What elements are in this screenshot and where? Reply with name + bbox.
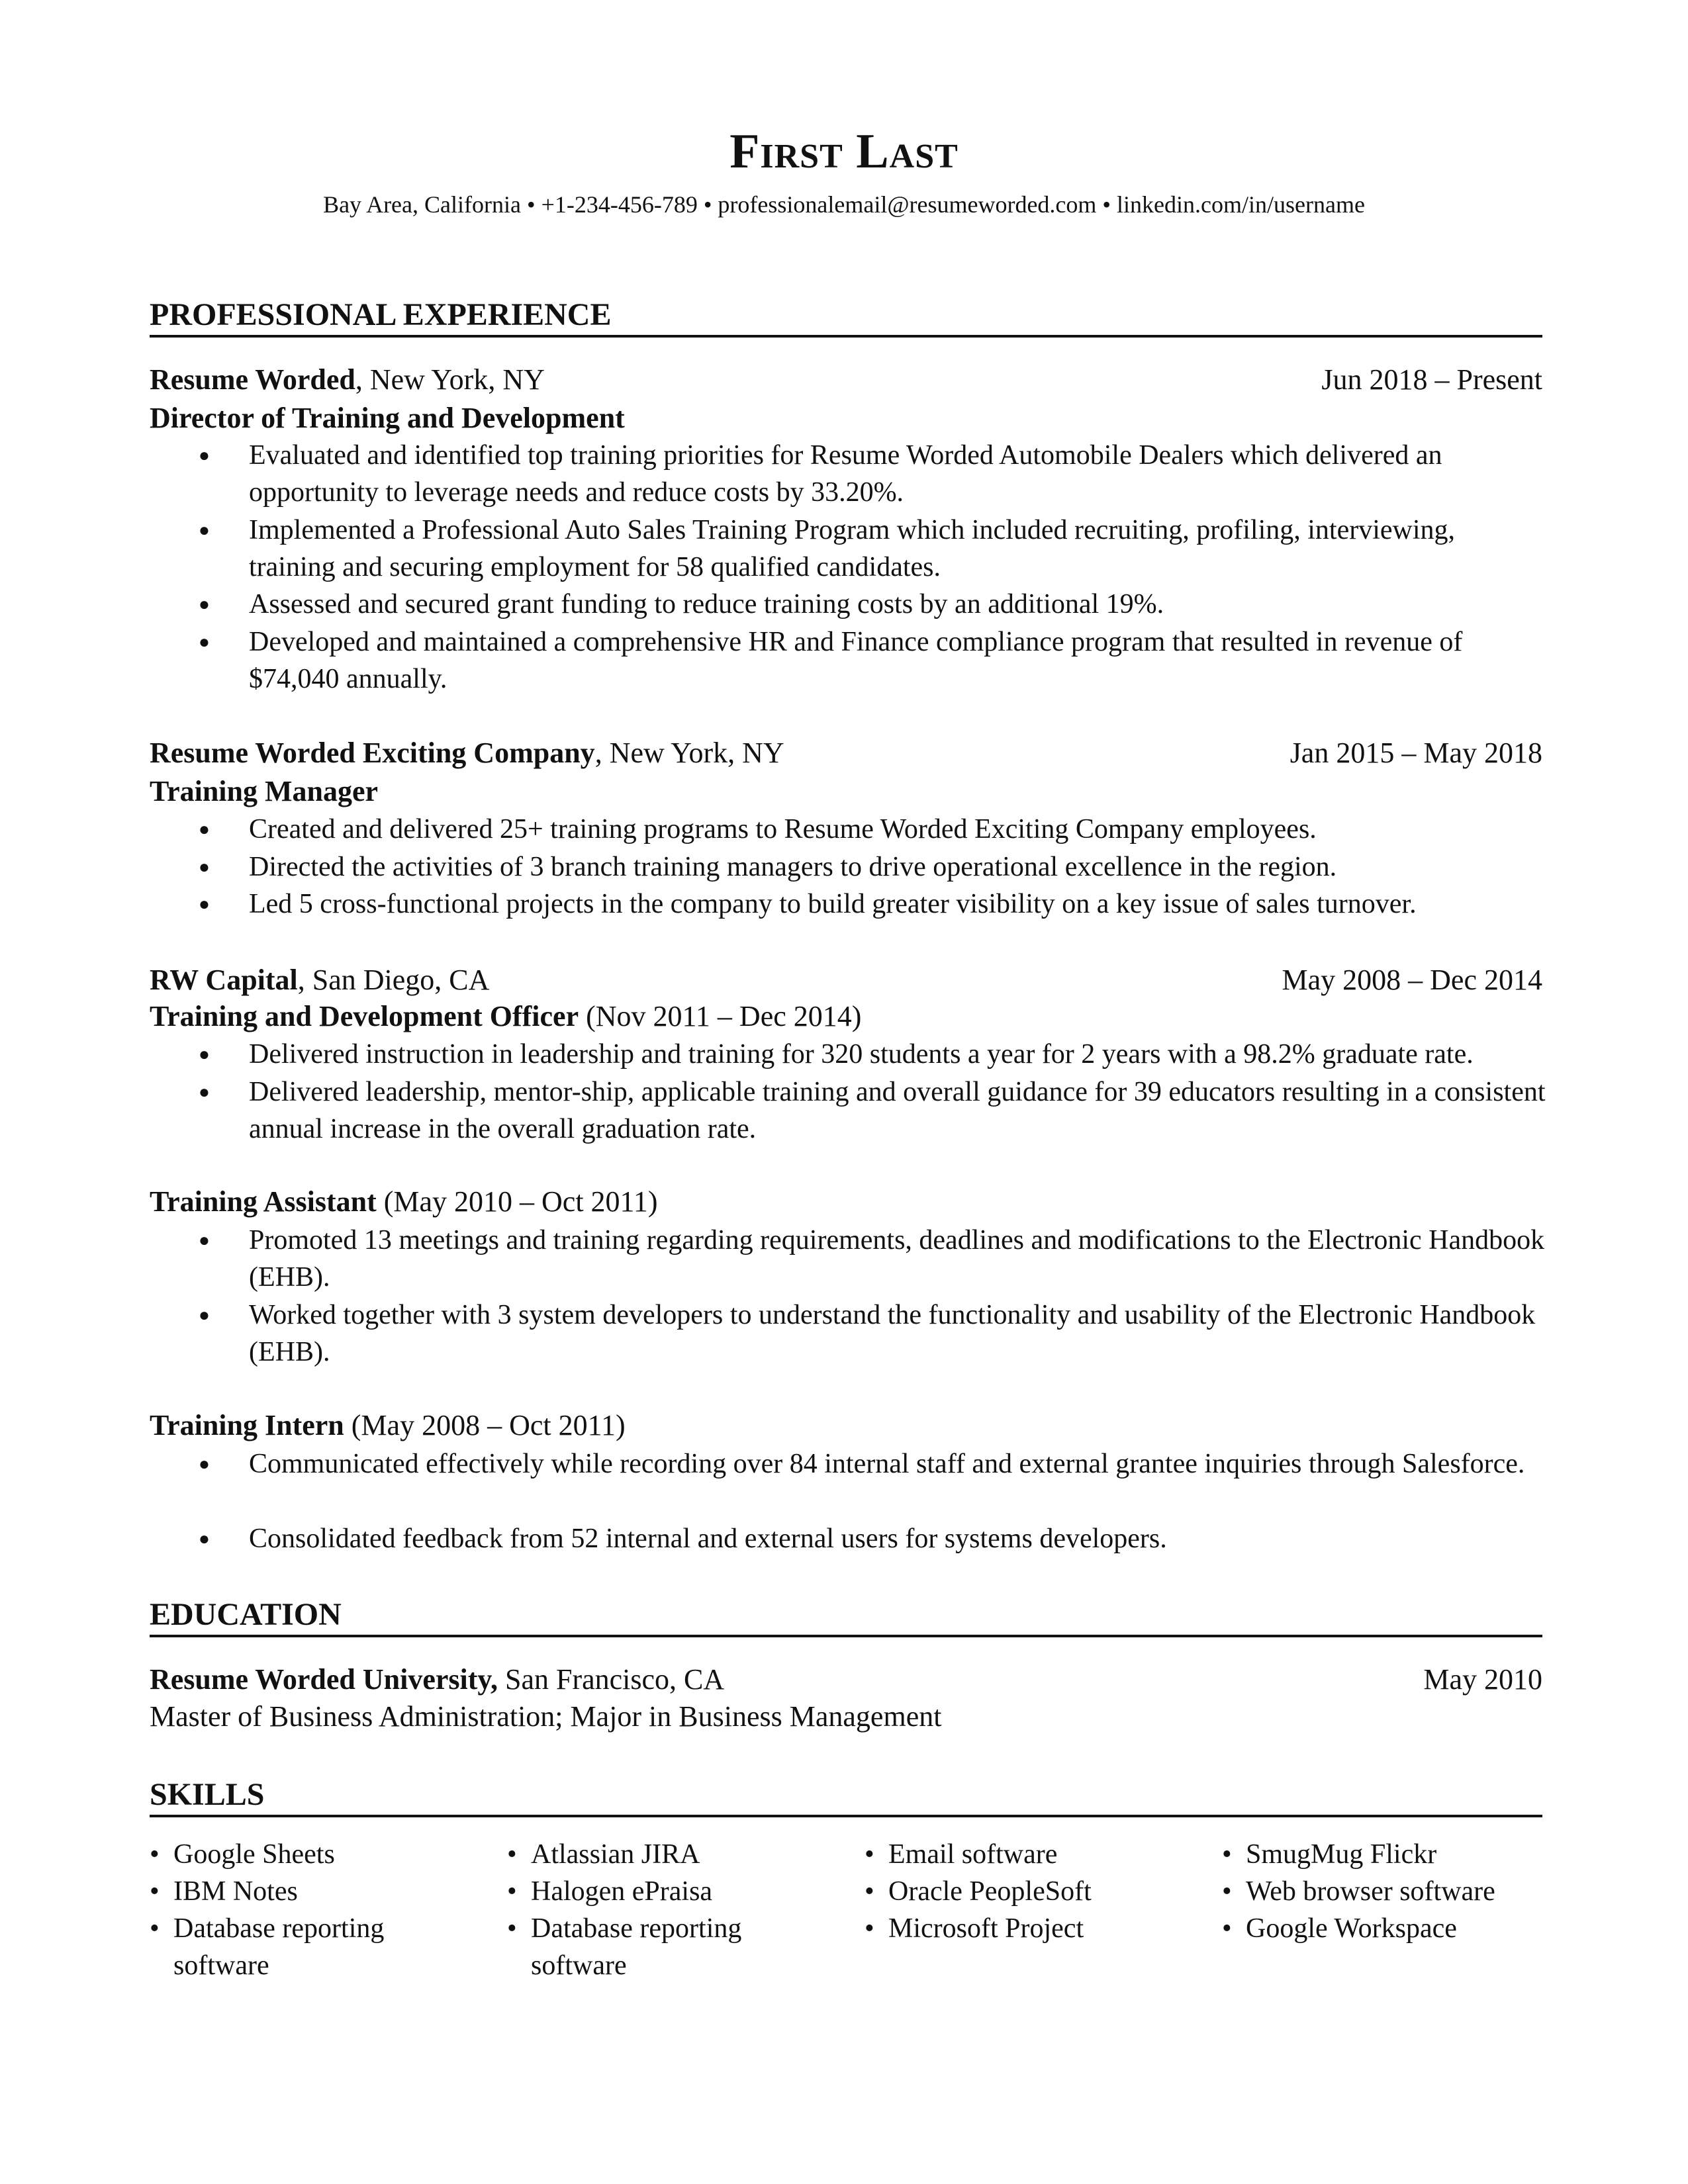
skill-item	[865, 1873, 1209, 1910]
bullet-text: Consolidated feedback from 52 internal and external users for systems developers.	[249, 1524, 1167, 1554]
section-title-experience: PROFESSIONAL EXPERIENCE	[150, 297, 612, 332]
bullet-icon: ●	[199, 632, 210, 653]
degree: Master of Business Administration; Major in Business Management	[150, 1700, 942, 1733]
skill-item	[507, 1836, 851, 1873]
bullet-text: Directed the activities of 3 branch training managers to drive operational excellence in the region.	[249, 852, 1337, 882]
bullet-icon: •	[507, 1913, 517, 1944]
section-divider	[150, 335, 1542, 338]
company-name: RW Capital	[150, 964, 298, 996]
bullet-text: Promoted 13 meetings and training regarding requirements, deadlines and modifications to the Electronic Handbook (EHB).	[249, 1225, 1545, 1293]
bullet-text: Delivered instruction in leadership and training for 320 students a year for 2 years with a 98.2% graduate rate.	[249, 1039, 1474, 1069]
role-period: (May 2008 – Oct 2011)	[344, 1409, 626, 1441]
bullet-icon: •	[865, 1876, 874, 1907]
education-header	[150, 1662, 1542, 1698]
bullet-text: Created and delivered 25+ training programs to Resume Worded Exciting Company employees.	[249, 814, 1317, 844]
skill-label: Google Sheets	[173, 1839, 335, 1870]
skill-label: Database reporting software	[531, 1913, 742, 1981]
job-location: , New York, NY	[594, 737, 784, 769]
bullet-icon: ●	[199, 819, 210, 840]
job-dates: May 2008 – Dec 2014	[1282, 964, 1542, 996]
bullet-icon: ●	[199, 1529, 210, 1549]
bullet-icon: •	[1222, 1876, 1232, 1907]
bullet-icon: ●	[199, 1454, 210, 1475]
bullet-text: Developed and maintained a comprehensive HR and Finance compliance program that resulted in revenue of $74,040 annually.	[249, 627, 1463, 694]
skill-label: Web browser software	[1246, 1876, 1495, 1907]
school-name: Resume Worded University,	[150, 1663, 498, 1696]
bullet-icon: •	[1222, 1913, 1232, 1944]
bullet-icon: ●	[199, 520, 210, 541]
job-title: Training Manager	[150, 775, 379, 807]
bullet-text: Assessed and secured grant funding to reduce training costs by an additional 19%.	[249, 589, 1164, 619]
bullet-text: Delivered leadership, mentor-ship, applicable training and overall guidance for 39 educators resulting in a consistent annual increase in the overall graduation rate.	[249, 1077, 1546, 1144]
skill-label: IBM Notes	[173, 1876, 298, 1907]
skill-label: Halogen ePraisa	[531, 1876, 713, 1907]
job-location: , New York, NY	[355, 363, 545, 396]
skill-label: Microsoft Project	[888, 1913, 1084, 1944]
company-name: Resume Worded Exciting Company	[150, 737, 595, 769]
bullet-icon: •	[150, 1876, 160, 1907]
skill-item	[1222, 1873, 1566, 1910]
bullet-icon: ●	[199, 445, 210, 466]
role-header	[150, 1185, 1542, 1220]
section-divider	[150, 1815, 1542, 1817]
bullet-icon: ●	[199, 894, 210, 915]
bullet-icon: ●	[199, 1082, 210, 1103]
skill-item	[1222, 1910, 1566, 1947]
skill-item	[150, 1873, 494, 1910]
skill-item	[865, 1836, 1209, 1873]
skill-item	[1222, 1836, 1566, 1873]
bullet-icon: ●	[199, 1230, 210, 1251]
skill-label: Email software	[888, 1839, 1058, 1870]
school-location: San Francisco, CA	[497, 1663, 725, 1696]
bullet-text: Implemented a Professional Auto Sales Training Program which included recruiting, profiling, interviewing, training and securing employment for 58 qualified candidates.	[249, 515, 1456, 582]
education-date: May 2010	[1423, 1663, 1542, 1696]
bullet-text: Led 5 cross-functional projects in the company to build greater visibility on a key issue of sales turnover.	[249, 889, 1417, 919]
candidate-name: First Last	[729, 124, 959, 179]
section-title-education: EDUCATION	[150, 1597, 342, 1632]
role-title: Training Assistant	[150, 1185, 377, 1218]
role-title: Training and Development Officer	[150, 1000, 579, 1032]
bullet-icon: •	[1222, 1839, 1232, 1870]
role-title: Training Intern	[150, 1409, 344, 1441]
job-location: , San Diego, CA	[297, 964, 490, 996]
role-header	[150, 1408, 1542, 1443]
contact-line: Bay Area, California • +1-234-456-789 • professionalemail@resumeworded.com • linkedin.com/in/username	[323, 191, 1365, 218]
skill-item	[865, 1910, 1209, 1947]
skill-label: Oracle PeopleSoft	[888, 1876, 1092, 1907]
bullet-icon: ●	[199, 857, 210, 878]
section-title-skills: SKILLS	[150, 1777, 265, 1812]
role-header	[150, 999, 1542, 1034]
job-dates: Jun 2018 – Present	[1321, 363, 1542, 396]
skill-label: Atlassian JIRA	[531, 1839, 700, 1870]
skill-item	[150, 1836, 494, 1873]
bullet-icon: ●	[199, 1305, 210, 1326]
skill-label: SmugMug Flickr	[1246, 1839, 1437, 1870]
skill-label: Google Workspace	[1246, 1913, 1457, 1944]
bullet-icon: •	[865, 1839, 874, 1870]
bullet-text: Worked together with 3 system developers to understand the functionality and usability of the Electronic Handbook (EHB).	[249, 1300, 1536, 1367]
job-title: Director of Training and Development	[150, 402, 625, 434]
skill-item	[150, 1910, 428, 1984]
role-period: (May 2010 – Oct 2011)	[376, 1185, 658, 1218]
section-divider	[150, 1635, 1542, 1637]
bullet-icon: •	[150, 1913, 160, 1944]
skill-label: Database reporting software	[173, 1913, 385, 1981]
job-dates: Jan 2015 – May 2018	[1289, 737, 1542, 769]
skill-item	[507, 1873, 851, 1910]
bullet-icon: •	[507, 1839, 517, 1870]
bullet-text: Evaluated and identified top training priorities for Resume Worded Automobile Dealers which delivered an opportunity to leverage needs and reduce costs by 33.20%.	[249, 440, 1442, 508]
bullet-icon: •	[507, 1876, 517, 1907]
role-period: (Nov 2011 – Dec 2014)	[579, 1000, 862, 1032]
bullet-icon: •	[150, 1839, 160, 1870]
bullet-icon: ●	[199, 1044, 210, 1065]
bullet-icon: ●	[199, 594, 210, 615]
company-name: Resume Worded	[150, 363, 355, 396]
skill-item	[507, 1910, 785, 1984]
bullet-icon: •	[865, 1913, 874, 1944]
bullet-text: Communicated effectively while recording over 84 internal staff and external grantee inquiries through Salesforce.	[249, 1449, 1525, 1479]
